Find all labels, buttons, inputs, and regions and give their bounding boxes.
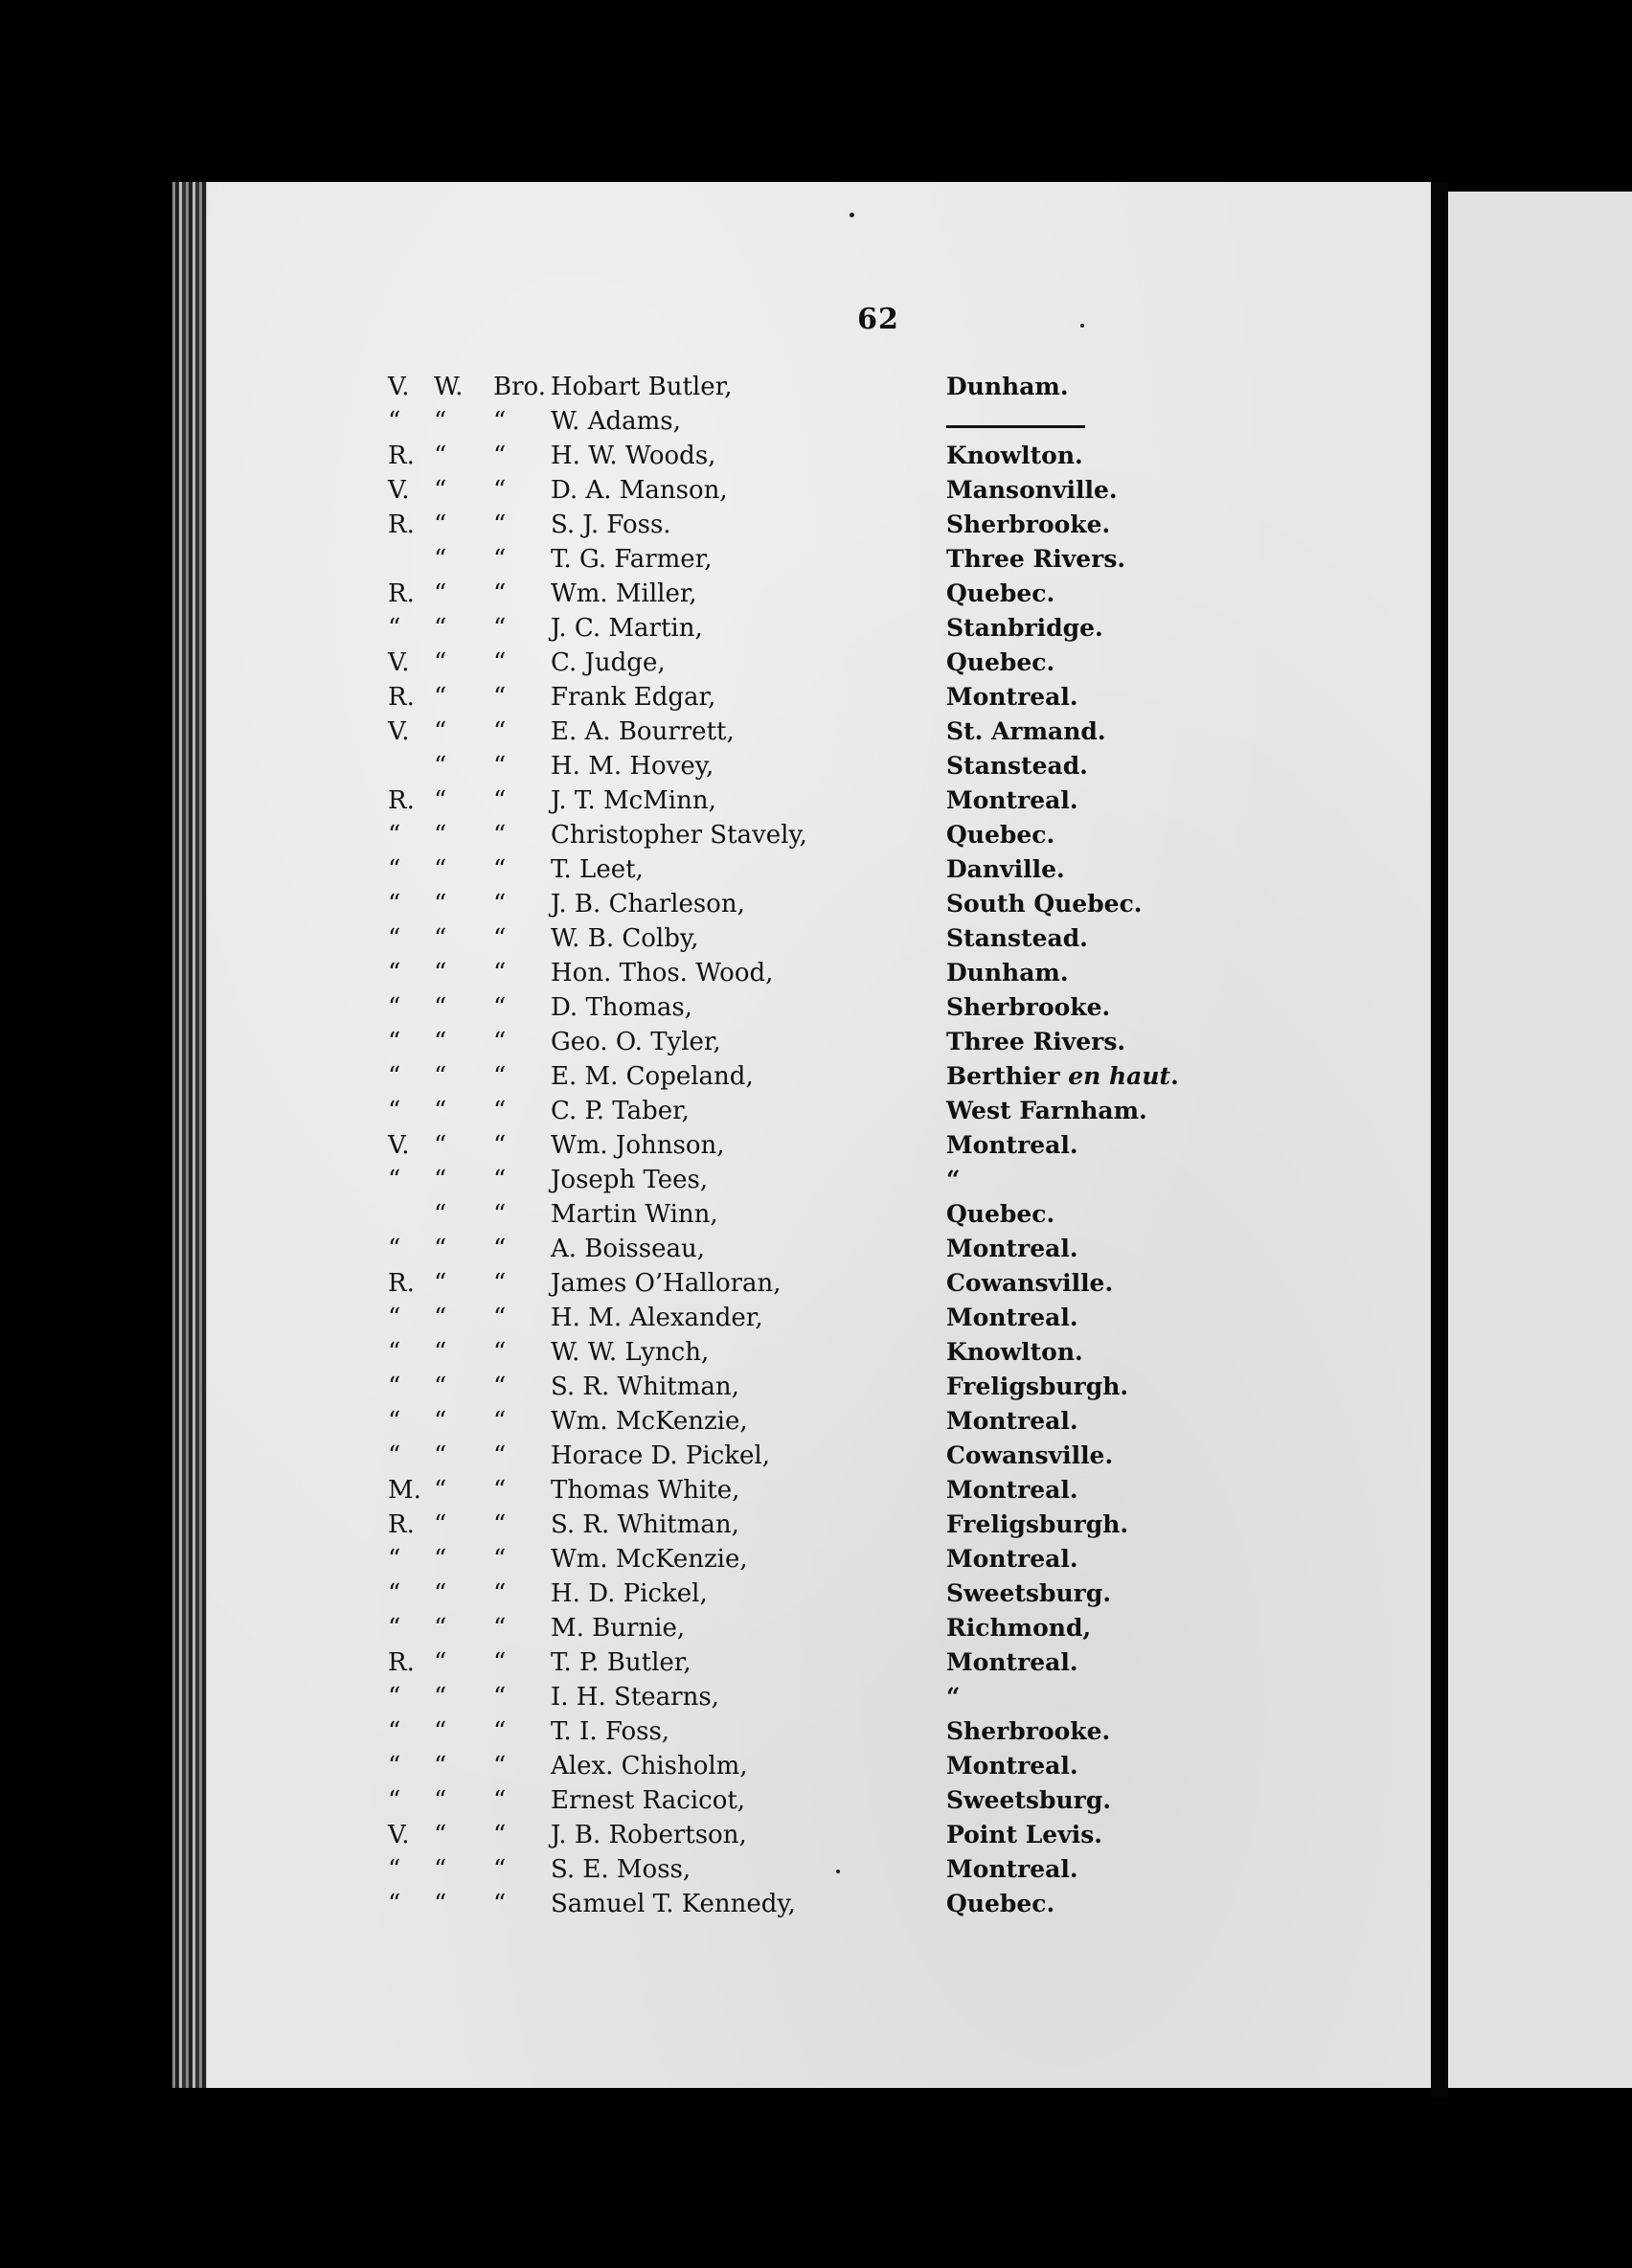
entry-name: H. M. Alexander, — [551, 1304, 763, 1332]
list-item — [388, 1335, 1221, 1370]
page-number: 62 — [857, 303, 899, 336]
entry-place: Quebec. — [946, 1200, 1055, 1228]
entry-name: J. B. Charleson, — [551, 890, 745, 919]
entry-degree: “ — [434, 924, 447, 953]
entry-place: Montreal. — [946, 1476, 1078, 1504]
entry-degree: “ — [434, 1200, 447, 1229]
entry-name: S. E. Moss, — [551, 1855, 691, 1884]
list-item — [388, 1094, 1221, 1128]
entry-title: “ — [493, 1304, 507, 1332]
entry-title: “ — [493, 1166, 507, 1194]
entry-place: “ — [946, 1166, 961, 1193]
entry-place: Quebec. — [946, 648, 1055, 676]
entry-degree: “ — [434, 545, 447, 574]
entry-name: J. T. McMinn, — [551, 786, 716, 815]
entry-name: W. B. Colby, — [551, 924, 699, 953]
entry-place: West Farnham. — [946, 1097, 1147, 1124]
entry-degree: “ — [434, 1131, 447, 1160]
entry-degree: “ — [434, 1441, 447, 1470]
entry-name: Ernest Racicot, — [551, 1786, 746, 1815]
list-item — [388, 1128, 1221, 1163]
list-item — [388, 577, 1221, 611]
entry-rank: “ — [388, 407, 401, 436]
entry-title: “ — [493, 1510, 507, 1539]
list-item — [388, 1473, 1221, 1508]
entry-title: “ — [493, 1579, 507, 1608]
entry-degree: “ — [434, 1235, 447, 1263]
entry-title: “ — [493, 993, 507, 1022]
list-item — [388, 1714, 1221, 1749]
ink-speck — [836, 1870, 840, 1873]
entry-title: “ — [493, 1269, 507, 1298]
entry-title: “ — [493, 579, 507, 608]
entry-place: Montreal. — [946, 1131, 1078, 1159]
entry-title: “ — [493, 1062, 507, 1091]
entry-name: Wm. McKenzie, — [551, 1545, 748, 1574]
entry-name: H. W. Woods, — [551, 442, 716, 470]
entry-rank: M. — [388, 1476, 421, 1505]
entry-rank: “ — [388, 1717, 401, 1746]
entry-place: Dunham. — [946, 373, 1069, 400]
entry-place: Sherbrooke. — [946, 510, 1111, 538]
entry-name: W. Adams, — [551, 407, 681, 436]
entry-place: Montreal. — [946, 1752, 1078, 1780]
entry-name: Alex. Chisholm, — [551, 1752, 748, 1780]
entry-degree: “ — [434, 1372, 447, 1401]
entry-title: “ — [493, 1614, 507, 1643]
entry-rank: R. — [388, 1510, 415, 1539]
entry-rank: “ — [388, 1786, 401, 1815]
list-item — [388, 783, 1221, 818]
entry-degree: “ — [434, 993, 447, 1022]
entry-name: Frank Edgar, — [551, 683, 716, 712]
entry-place: Montreal. — [946, 1304, 1078, 1331]
list-item — [388, 1370, 1221, 1404]
entry-name: D. Thomas, — [551, 993, 692, 1022]
entry-title: Bro. — [493, 373, 546, 401]
list-item — [388, 1783, 1221, 1818]
list-item — [388, 1439, 1221, 1473]
list-item — [388, 1576, 1221, 1611]
entry-degree: “ — [434, 1821, 447, 1849]
entry-rank: V. — [388, 1821, 410, 1849]
entry-name: Hon. Thos. Wood, — [551, 959, 774, 987]
entry-title: “ — [493, 1131, 507, 1160]
entry-title: “ — [493, 1372, 507, 1401]
list-item — [388, 1404, 1221, 1439]
entry-title: “ — [493, 1683, 507, 1712]
list-item — [388, 1542, 1221, 1576]
entry-name: D. A. Manson, — [551, 476, 728, 505]
entry-degree: “ — [434, 579, 447, 608]
entry-place: Mansonville. — [946, 476, 1118, 504]
entry-name: Wm. Miller, — [551, 579, 697, 608]
entry-place: Dunham. — [946, 959, 1069, 987]
ink-speck — [1080, 324, 1084, 328]
entry-name: Hobart Butler, — [551, 373, 733, 401]
entry-name: S. R. Whitman, — [551, 1372, 739, 1401]
entry-place: Point Levis. — [946, 1821, 1103, 1848]
list-item — [388, 611, 1221, 646]
list-item — [388, 1301, 1221, 1335]
place-rule-line — [946, 425, 1085, 428]
entry-rank: “ — [388, 1545, 401, 1574]
entry-place: Danville. — [946, 855, 1065, 883]
entry-name: Martin Winn, — [551, 1200, 718, 1229]
list-item — [388, 818, 1221, 852]
list-item — [388, 1852, 1221, 1887]
entry-degree: “ — [434, 855, 447, 884]
entry-title: “ — [493, 476, 507, 505]
entry-rank: “ — [388, 1062, 401, 1091]
entry-rank: R. — [388, 1269, 415, 1298]
list-item — [388, 956, 1221, 990]
entry-title: “ — [493, 1786, 507, 1815]
entry-degree: “ — [434, 959, 447, 987]
entry-name: M. Burnie, — [551, 1614, 686, 1643]
entry-place: Berthier en haut. — [946, 1062, 1179, 1090]
entry-place: Quebec. — [946, 1890, 1055, 1917]
entry-title: “ — [493, 1441, 507, 1470]
entry-place: Sherbrooke. — [946, 993, 1111, 1021]
entry-place: Sweetsburg. — [946, 1579, 1112, 1607]
list-item — [388, 1163, 1221, 1197]
entry-place: St. Armand. — [946, 717, 1106, 745]
entry-name: Wm. McKenzie, — [551, 1407, 748, 1436]
entry-title: “ — [493, 959, 507, 987]
entry-name: Horace D. Pickel, — [551, 1441, 771, 1470]
entry-name: Joseph Tees, — [551, 1166, 709, 1194]
entry-rank: “ — [388, 1441, 401, 1470]
entry-title: “ — [493, 1752, 507, 1780]
entry-place: Richmond, — [946, 1614, 1092, 1642]
list-item — [388, 921, 1221, 956]
entry-degree: “ — [434, 717, 447, 746]
list-item — [388, 1025, 1221, 1059]
entry-degree: “ — [434, 1752, 447, 1780]
entry-degree: “ — [434, 1648, 447, 1677]
entry-title: “ — [493, 1648, 507, 1677]
entry-rank: “ — [388, 614, 401, 643]
ink-speck — [850, 213, 854, 217]
entry-degree: “ — [434, 1304, 447, 1332]
entry-name: Geo. O. Tyler, — [551, 1028, 721, 1056]
entry-title: “ — [493, 614, 507, 643]
entry-place: Montreal. — [946, 1855, 1078, 1883]
entry-rank: “ — [388, 1683, 401, 1712]
list-item — [388, 404, 1221, 439]
list-item — [388, 370, 1221, 404]
entry-degree: “ — [434, 752, 447, 781]
entry-place: Montreal. — [946, 683, 1078, 711]
entry-degree: “ — [434, 1545, 447, 1574]
list-item — [388, 542, 1221, 577]
entry-degree: “ — [434, 786, 447, 815]
entry-name: Samuel T. Kennedy, — [551, 1890, 796, 1918]
entry-degree: “ — [434, 476, 447, 505]
entry-rank: V. — [388, 476, 410, 505]
entry-name: H. M. Hovey, — [551, 752, 714, 781]
entry-place: Cowansville. — [946, 1269, 1114, 1297]
entry-title: “ — [493, 407, 507, 436]
entry-degree: “ — [434, 821, 447, 850]
entry-rank: “ — [388, 821, 401, 850]
entry-name: J. C. Martin, — [551, 614, 703, 643]
list-item — [388, 1508, 1221, 1542]
entry-degree: W. — [434, 373, 464, 401]
entry-name: Thomas White, — [551, 1476, 740, 1505]
entry-place: Sweetsburg. — [946, 1786, 1112, 1814]
entry-rank: “ — [388, 1166, 401, 1194]
list-item — [388, 1611, 1221, 1645]
entry-title: “ — [493, 786, 507, 815]
entry-place: Montreal. — [946, 1407, 1078, 1435]
entry-title: “ — [493, 1476, 507, 1505]
list-item — [388, 1645, 1221, 1680]
list-item — [388, 1232, 1221, 1266]
list-item — [388, 1059, 1221, 1094]
entry-rank: V. — [388, 373, 410, 401]
entry-place: Montreal. — [946, 1545, 1078, 1573]
entry-title: “ — [493, 924, 507, 953]
entry-name: T. P. Butler, — [551, 1648, 691, 1677]
entry-name: T. I. Foss, — [551, 1717, 670, 1746]
list-item — [388, 439, 1221, 473]
entry-name: A. Boisseau, — [551, 1235, 705, 1263]
entry-degree: “ — [434, 1269, 447, 1298]
entry-rank: “ — [388, 1407, 401, 1436]
entry-place: Montreal. — [946, 1235, 1078, 1262]
list-item — [388, 1680, 1221, 1714]
list-item — [388, 749, 1221, 783]
entry-rank: “ — [388, 924, 401, 953]
list-item — [388, 473, 1221, 508]
entry-place: Freligsburgh. — [946, 1372, 1129, 1400]
entry-name: C. P. Taber, — [551, 1097, 690, 1125]
entry-place: Three Rivers. — [946, 545, 1126, 573]
entry-place: Montreal. — [946, 1648, 1078, 1676]
list-item — [388, 1818, 1221, 1852]
entry-rank: V. — [388, 1131, 410, 1160]
entry-rank: V. — [388, 648, 410, 677]
entry-title: “ — [493, 855, 507, 884]
entry-degree: “ — [434, 1890, 447, 1918]
entry-degree: “ — [434, 614, 447, 643]
list-item — [388, 714, 1221, 749]
entry-title: “ — [493, 1545, 507, 1574]
list-item — [388, 1749, 1221, 1783]
entry-place: Three Rivers. — [946, 1028, 1126, 1055]
entry-title: “ — [493, 1097, 507, 1125]
list-item — [388, 1197, 1221, 1232]
entry-degree: “ — [434, 1579, 447, 1608]
entry-place: Knowlton. — [946, 442, 1083, 469]
entry-place: Freligsburgh. — [946, 1510, 1129, 1538]
entry-rank: V. — [388, 717, 410, 746]
facing-page-edge — [1448, 192, 1632, 2088]
entry-rank: R. — [388, 1648, 415, 1677]
entry-name: I. H. Stearns, — [551, 1683, 719, 1712]
entry-degree: “ — [434, 1028, 447, 1056]
entry-rank: “ — [388, 1097, 401, 1125]
entry-degree: “ — [434, 510, 447, 539]
entry-title: “ — [493, 510, 507, 539]
entry-name: C. Judge, — [551, 648, 666, 677]
entry-degree: “ — [434, 683, 447, 712]
entry-title: “ — [493, 1028, 507, 1056]
entry-place: Stanstead. — [946, 752, 1088, 780]
list-item — [388, 646, 1221, 680]
entry-name: J. B. Robertson, — [551, 1821, 747, 1849]
page-binding-edge — [172, 182, 207, 2088]
entry-degree: “ — [434, 1166, 447, 1194]
entry-name: T. G. Farmer, — [551, 545, 713, 574]
entry-degree: “ — [434, 1510, 447, 1539]
list-item — [388, 1266, 1221, 1301]
entry-name: T. Leet, — [551, 855, 644, 884]
entry-name: E. M. Copeland, — [551, 1062, 754, 1091]
entry-title: “ — [493, 1407, 507, 1436]
entry-name: Wm. Johnson, — [551, 1131, 725, 1160]
list-item — [388, 852, 1221, 887]
entry-degree: “ — [434, 1614, 447, 1643]
entry-title: “ — [493, 717, 507, 746]
entry-rank: “ — [388, 1890, 401, 1918]
entry-place: Stanbridge. — [946, 614, 1103, 642]
entry-rank: “ — [388, 993, 401, 1022]
entry-title: “ — [493, 648, 507, 677]
entry-title: “ — [493, 442, 507, 470]
entry-rank: “ — [388, 1028, 401, 1056]
entry-rank: “ — [388, 890, 401, 919]
entry-name: H. D. Pickel, — [551, 1579, 708, 1608]
entry-place: Knowlton. — [946, 1338, 1083, 1366]
entry-degree: “ — [434, 1717, 447, 1746]
entry-place: South Quebec. — [946, 890, 1143, 918]
entry-title: “ — [493, 1821, 507, 1849]
entry-place: Stanstead. — [946, 924, 1088, 952]
entry-title: “ — [493, 1717, 507, 1746]
entry-rank: R. — [388, 579, 415, 608]
entry-name: E. A. Bourrett, — [551, 717, 735, 746]
entry-place: Sherbrooke. — [946, 1717, 1111, 1745]
entry-title: “ — [493, 1890, 507, 1918]
entry-rank: “ — [388, 1614, 401, 1643]
entry-rank: “ — [388, 959, 401, 987]
entry-degree: “ — [434, 890, 447, 919]
entry-name: Christopher Stavely, — [551, 821, 807, 850]
entry-title: “ — [493, 1855, 507, 1884]
entry-rank: R. — [388, 442, 415, 470]
list-item — [388, 680, 1221, 714]
entry-title: “ — [493, 1235, 507, 1263]
entry-title: “ — [493, 1200, 507, 1229]
list-item — [388, 990, 1221, 1025]
entry-title: “ — [493, 545, 507, 574]
list-item — [388, 508, 1221, 542]
entry-rank: “ — [388, 1579, 401, 1608]
entry-rank: “ — [388, 1855, 401, 1884]
entry-degree: “ — [434, 1062, 447, 1091]
entry-degree: “ — [434, 1338, 447, 1367]
entry-name: W. W. Lynch, — [551, 1338, 710, 1367]
entry-place: “ — [946, 1683, 961, 1711]
entry-title: “ — [493, 752, 507, 781]
entry-place: Quebec. — [946, 579, 1055, 607]
entry-degree: “ — [434, 442, 447, 470]
book-spine — [1431, 182, 1448, 2098]
entry-place: Quebec. — [946, 821, 1055, 849]
member-list — [388, 370, 1221, 1921]
entry-degree: “ — [434, 1683, 447, 1712]
entry-rank: “ — [388, 1304, 401, 1332]
entry-place: Cowansville. — [946, 1441, 1114, 1469]
entry-rank: “ — [388, 1235, 401, 1263]
entry-rank: “ — [388, 1338, 401, 1367]
entry-degree: “ — [434, 407, 447, 436]
entry-degree: “ — [434, 1786, 447, 1815]
entry-title: “ — [493, 683, 507, 712]
entry-name: S. R. Whitman, — [551, 1510, 739, 1539]
entry-rank: R. — [388, 786, 415, 815]
entry-title: “ — [493, 1338, 507, 1367]
entry-degree: “ — [434, 1476, 447, 1505]
entry-degree: “ — [434, 648, 447, 677]
italic-text: en haut — [1068, 1062, 1171, 1090]
entry-rank: R. — [388, 510, 415, 539]
list-item — [388, 1887, 1221, 1921]
entry-name: S. J. Foss. — [551, 510, 671, 539]
entry-degree: “ — [434, 1407, 447, 1436]
entry-title: “ — [493, 821, 507, 850]
entry-rank: R. — [388, 683, 415, 712]
entry-rank: “ — [388, 855, 401, 884]
entry-rank: “ — [388, 1372, 401, 1401]
entry-place: Montreal. — [946, 786, 1078, 814]
list-item — [388, 887, 1221, 921]
entry-name: James O’Halloran, — [551, 1269, 782, 1298]
entry-degree: “ — [434, 1097, 447, 1125]
entry-degree: “ — [434, 1855, 447, 1884]
entry-title: “ — [493, 890, 507, 919]
entry-rank: “ — [388, 1752, 401, 1780]
